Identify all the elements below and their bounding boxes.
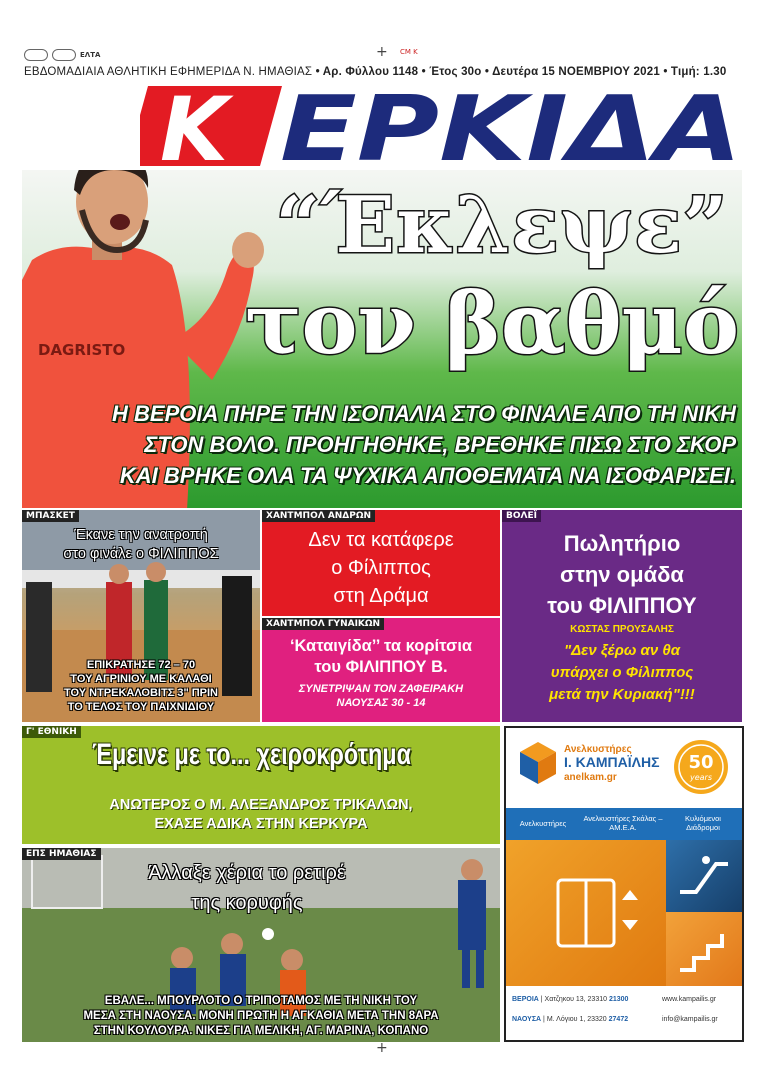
ad-contact-footer [506,986,742,1040]
ad-stairlift-photo [666,912,742,986]
escalator-icon [666,840,742,912]
ad-services-bar [506,808,742,840]
eps-subheadline [22,994,500,1039]
subheadline-line: ΚΑΙ ΒΡΗΚΕ ΟΛΑ ΤΑ ΨΥΧΙΚΑ ΑΠΟΘΕΜΑΤΑ ΝΑ ΙΣΟΦΑΡΙΣΕΙ. [119,463,736,488]
headline-line: Πωλητήριο [563,531,681,556]
logo-svg [140,82,748,170]
volleyball-story[interactable] [502,510,742,722]
main-subheadline [22,398,742,491]
basketball-subheadline [22,658,260,714]
handball-men-story[interactable] [262,510,500,616]
basketball-story[interactable] [22,510,260,722]
eps-imathia-story[interactable] [22,848,500,1042]
headline-line: ο Φίλιππος [331,557,431,579]
ad-elevator-photo [506,840,666,986]
section-tag-handball-women: ΧΑΝΤΜΠΟΛ ΓΥΝΑΙΚΩΝ [262,618,384,630]
postal-logo [24,49,48,61]
ad-city-naousa: ΝΑΟΥΣΑ [512,1016,542,1023]
main-headline-line-1: “Έκλεψε” [275,180,729,271]
subheadline-line: Η ΒΕΡΟΙΑ ΠΗΡΕ ΤΗΝ ΙΣΟΠΑΛΙΑ ΣΤΟ ΦΙΝΑΛΕ ΑΠΟ ΤΗ ΝΙΚΗ [112,401,736,426]
headline-line: στην ομάδα [560,562,684,587]
hero-story[interactable] [22,170,742,508]
subheadline-line: ΣΤΗΝ ΚΟΥΛΟΥΡΑ. ΝΙΚΕΣ ΓΙΑ ΜΕΛΙΚΗ, ΑΓ. ΜΑΡΙΝΑ, ΚΟΠΑΝΟ [93,1025,429,1037]
cubes-logo-icon [516,740,560,790]
ad-brand-category: Ανελκυστήρες [564,744,632,755]
ad-address-naousa [512,1016,628,1023]
quote-line: υπάρχει ο Φίλιππος [550,664,694,681]
basketball-headline [22,526,260,564]
elta-label: ΕΛΤΑ [80,51,101,59]
subheadline-line: ΕΒΑΛΕ... ΜΠΟΥΡΛΟΤΟ Ο ΤΡΙΠΟΤΑΜΟΣ ΜΕ ΤΗ ΝΙΚΗ ΤΟΥ [104,995,418,1007]
g-national-headline: Έμεινε με το... χειροκρότημα [92,738,411,771]
handball-men-headline [262,526,500,610]
ad-service: Ανελκυστήρες Σκάλας – ΑΜ.Ε.Α. [583,814,663,832]
ad-escalator-photo [666,840,742,912]
subheadline-line: ΣΤΟΝ ΒΟΛΟ. ΠΡΟΗΓΗΘΗΚΕ, ΒΡΕΘΗΚΕ ΠΙΣΩ ΣΤΟ ΣΚΟΡ [144,432,736,457]
newspaper-logo [140,82,748,170]
headline-line: του ΦΙΛΙΠΠΟΥ [547,593,697,618]
ad-url[interactable]: anelkam.gr [564,772,617,783]
g-national-subheadline [22,796,500,834]
eps-headline [102,858,392,918]
ad-phone-naousa: 27472 [608,1016,629,1023]
ad-address-veroia-text: | Χατζηκου 13, 23310 [538,996,609,1003]
logo-rest: ΕΡΚΙΔΑ [280,82,742,170]
subheadline-line: ΤΟΥ ΑΓΡΙΝΙΟΥ ΜΕ ΚΑΛΑΘΙ [70,673,212,685]
subheadline-line: ΑΝΩΤΕΡΟΣ Ο Μ. ΑΛΕΞΑΝΔΡΟΣ ΤΡΙΚΑΛΩΝ, [109,797,413,813]
ad-city-veroia: ΒΕΡΟΙΑ [512,996,539,1003]
ad-email[interactable]: info@kampailis.gr [662,1016,718,1023]
subheadline-line: ΕΧΑΣΕ ΑΔΙΚΑ ΣΤΗΝ ΚΕΡΚΥΡΑ [154,816,368,832]
issue-info: • Αρ. Φύλλου 1148 • Έτος 30ο • Δευτέρα 15 ΝΟΕΜΒΡΙΟΥ 2021 • Τιμή: 1.30 [315,66,727,78]
print-marks [24,48,114,62]
quoted-person: ΚΩΣΤΑΣ ΠΡΟΥΣΑΛΗΣ [570,624,674,635]
headline-line: στο φινάλε ο ΦΙΛΙΠΠΟΣ [63,546,219,562]
headline-line: Άλλαξε χέρια το ρετιρέ [148,862,346,884]
masthead-tagline: ΕΒΔΟΜΑΔΙΑΙΑ ΑΘΛΗΤΙΚΗ ΕΦΗΜΕΡΙΔΑ Ν. ΗΜΑΘΙΑΣ [24,66,313,78]
elevator-advertisement[interactable] [504,726,744,1042]
ad-address-naousa-text: | Μ. Λόγιου 1, 23320 [541,1016,609,1023]
ad-website[interactable]: www.kampailis.gr [662,996,717,1003]
quote-line: μετά την Κυριακή"!!! [549,686,695,703]
badge-number: 50 [688,752,714,773]
quote-line: "Δεν ξέρω αν θα [563,642,681,659]
registration-mark-top: + [376,44,388,60]
section-tag-volleyball: ΒΟΛΕΪ [502,510,541,522]
handball-women-subheadline [262,682,500,710]
volleyball-headline [502,528,742,621]
anniversary-badge-icon [672,738,730,796]
masthead-subtitle [24,66,744,78]
section-tag-handball-men: ΧΑΝΤΜΠΟΛ ΑΝΔΡΩΝ [262,510,375,522]
subheadline-line: ΕΠΙΚΡΑΤΗΣΕ 72 – 70 [86,659,196,671]
ad-service: Ανελκυστήρες [519,819,567,828]
headline-line: ‘Καταιγίδα’’ τα κορίτσια [289,637,473,655]
g-national-story[interactable] [22,726,500,844]
volleyball-quote [502,640,742,706]
headline-line: στη Δράμα [333,585,429,607]
subheadline-line: ΝΑΟΥΣΑΣ 30 - 14 [336,697,426,709]
subheadline-line: ΣΥΝΕΤΡΙΨΑΝ ΤΟΝ ΖΑΦΕΙΡΑΚΗ [298,683,464,695]
stairs-icon [666,912,742,986]
ad-service: Κυλιόμενοι Διάδρομοι [685,814,721,832]
ad-address-veroia [512,996,628,1003]
ad-brand-name: Ι. ΚΑΜΠΑΪΛΗΣ [564,754,660,770]
headline-line: της κορυφής [191,892,303,914]
subheadline-line: ΤΟΥ ΝΤΡΕΚΑΛΟΒΙΤΣ 3" ΠΡΙΝ [63,687,219,699]
headline-line: του ΦΙΛΙΠΠΟΥ Β. [314,658,448,676]
cmyk-label: CM K [400,48,418,56]
logo-first-letter: Κ [160,82,229,170]
headline-line: Έκανε την ανατροπή [74,527,208,543]
section-tag-basketball: ΜΠΑΣΚΕΤ [22,510,79,522]
ad-phone-veroia: 21300 [608,996,629,1003]
postal-seal [52,49,76,61]
registration-mark-bottom: + [376,1040,388,1056]
shirt-sponsor: DAGRISTO [38,341,126,359]
elevator-icon [506,840,666,986]
subheadline-line: ΜΕΣΑ ΣΤΗ ΝΑΟΥΣΑ. ΜΟΝΗ ΠΡΩΤΗ Η ΑΓΚΑΘΙΑ ΜΕΤΑ ΤΗΝ 8ΑΡΑ [83,1010,439,1022]
subheadline-line: ΤΟ ΤΕΛΟΣ ΤΟΥ ΠΑΙΧΝΙΔΙΟΥ [67,701,215,713]
badge-word: years [689,773,713,782]
handball-women-headline [262,636,500,678]
headline-line: Δεν τα κατάφερε [308,529,454,551]
section-tag-g-national: Γ' ΕΘΝΙΚΗ [22,726,81,738]
section-tag-eps: ΕΠΣ ΗΜΑΘΙΑΣ [22,848,101,860]
handball-women-story[interactable] [262,618,500,722]
main-headline-line-2: τον βαθμό [244,274,740,373]
